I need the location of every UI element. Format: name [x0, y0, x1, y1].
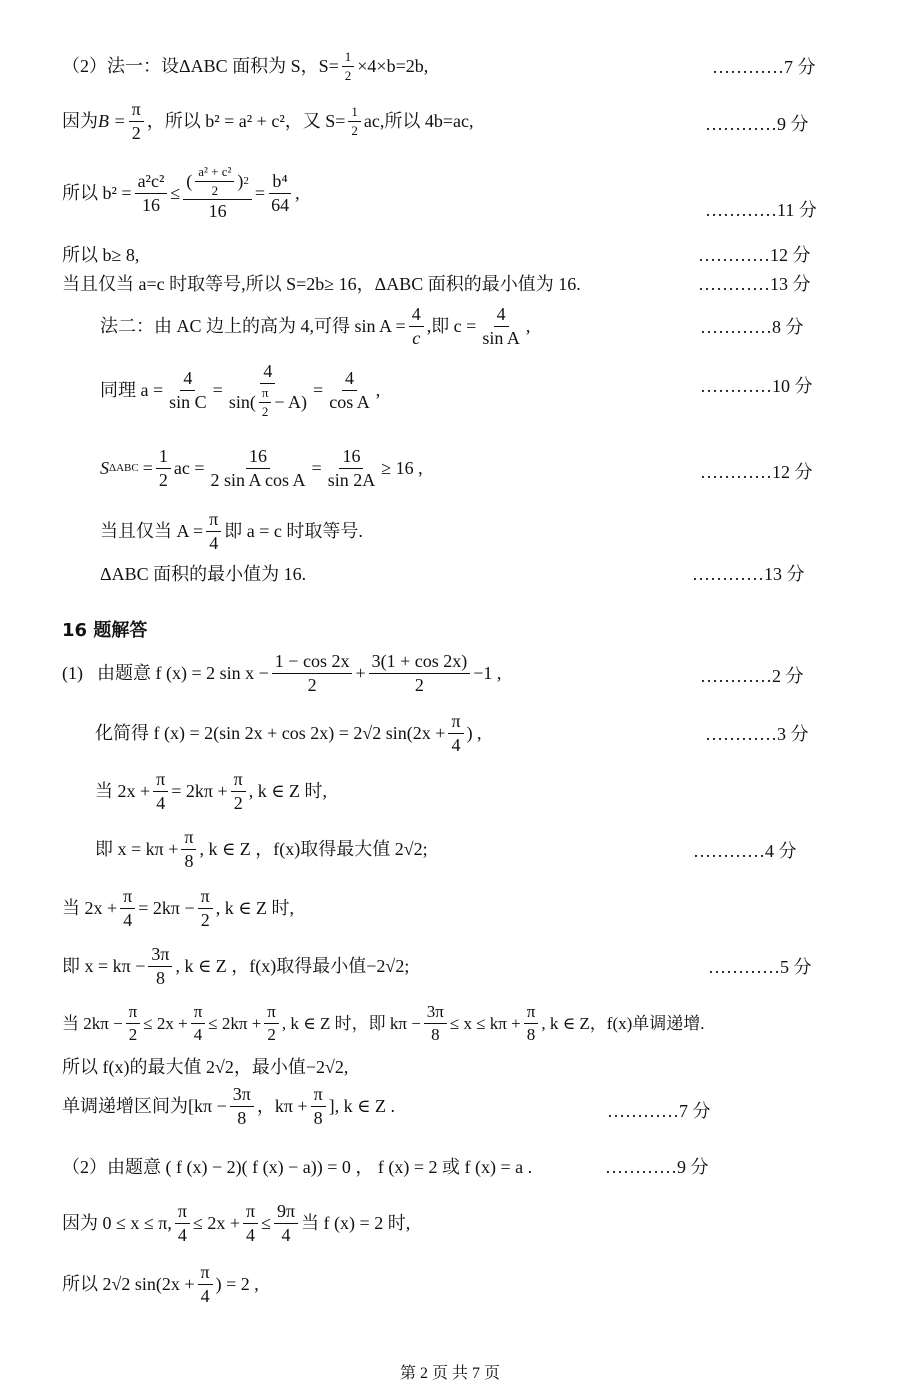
text: ≤ x ≤ kπ +	[449, 1013, 521, 1033]
den: 2	[131, 122, 141, 143]
text: , k ∈ Z 时,	[215, 898, 295, 919]
fraction-pi-8	[524, 1003, 539, 1044]
score-12: …………12 分	[698, 245, 811, 265]
line-b-ge-8: 所以 b≥ 8,	[62, 245, 140, 265]
num: π	[126, 1003, 141, 1024]
text: 单调递增区间为[kπ −	[62, 1096, 227, 1117]
den: c	[412, 327, 421, 348]
fraction-4-c	[409, 305, 424, 348]
num: 3π	[424, 1003, 447, 1024]
den: 2	[307, 674, 317, 695]
fraction-16-sin2A	[325, 447, 379, 490]
num: π	[175, 1202, 190, 1224]
den: 4	[200, 1285, 210, 1306]
line-increasing-interval	[62, 1085, 395, 1128]
num: 1	[342, 50, 355, 67]
fraction-3pi-8	[148, 945, 172, 988]
text: ≥ 16 ,	[381, 458, 423, 479]
num: 3π	[148, 945, 172, 967]
num: π	[206, 510, 221, 532]
num: π	[153, 770, 168, 792]
fraction-b4-64	[268, 172, 292, 215]
text: ,	[295, 183, 300, 204]
line-similarly-a	[100, 362, 380, 418]
fraction-4-sin-pi2-A	[226, 362, 310, 418]
fraction-pi-2	[129, 100, 144, 143]
text: ) = 2 ,	[215, 1274, 259, 1295]
score-13b: …………13 分	[692, 564, 805, 584]
score-5: …………5 分	[708, 957, 812, 977]
text: （2）法一：设ΔABC 面积为 S，S=	[62, 56, 339, 77]
den: 4	[209, 532, 219, 553]
var-B: B =	[98, 111, 126, 132]
text: 当 2x +	[62, 898, 118, 919]
num: 16	[339, 447, 363, 469]
line-when-min	[62, 887, 294, 930]
line-sin-eq-2	[62, 1263, 259, 1306]
den: 8	[313, 1107, 323, 1128]
num: π	[524, 1003, 539, 1024]
text: =	[142, 458, 153, 479]
fraction-nested	[183, 165, 252, 221]
line-increasing	[62, 1003, 705, 1044]
num: 16	[246, 447, 270, 469]
den: 8	[184, 850, 194, 871]
fraction-pi-4	[153, 770, 168, 813]
line-method1-area	[62, 50, 428, 82]
line-because-b-pi2	[62, 100, 474, 143]
fraction-pi-2	[231, 770, 246, 813]
den: 8	[155, 967, 165, 988]
fraction-half	[156, 447, 171, 490]
text: +	[355, 663, 366, 684]
fraction-16-2sinAcosA	[208, 447, 309, 490]
text: ，kπ +	[256, 1096, 308, 1117]
fraction-pi-2	[126, 1003, 141, 1044]
fraction-pi-4	[243, 1202, 258, 1245]
line-b-squared-inequality	[62, 165, 300, 221]
text: 因为 0 ≤ x ≤ π,	[62, 1213, 172, 1234]
num: π	[264, 1003, 279, 1024]
label: (1)	[62, 663, 83, 684]
line-area-formula	[100, 447, 423, 490]
score-9: …………9 分	[705, 114, 809, 134]
num: π	[243, 1202, 258, 1224]
fraction-pi-4	[191, 1003, 206, 1044]
text: = 2kπ −	[138, 898, 195, 919]
line-simplify	[95, 712, 482, 755]
text: ,	[525, 316, 531, 337]
den: 8	[431, 1024, 440, 1044]
text: 即 a = c 时取等号.	[224, 521, 363, 542]
text: 当 f (x) = 2 时,	[301, 1213, 411, 1234]
den: 2	[200, 909, 210, 930]
text: =	[254, 183, 266, 204]
fraction-pi-2	[264, 1003, 279, 1044]
text: 当 2x +	[95, 781, 151, 802]
num: 4	[260, 362, 275, 384]
num: 4	[180, 369, 195, 391]
text: ,	[375, 380, 381, 401]
score-9b: …………9 分	[605, 1157, 709, 1177]
line-16-1-fx	[62, 652, 501, 695]
fraction-pi-4	[120, 887, 135, 930]
num: a²c²	[135, 172, 168, 194]
fraction-pi-4	[448, 712, 463, 755]
fraction-half	[342, 50, 355, 82]
fraction-inner	[195, 165, 234, 197]
fraction-pi-2	[198, 887, 213, 930]
text: ], k ∈ Z .	[328, 1096, 395, 1117]
den: cos A	[329, 391, 370, 412]
text: , k ∈ Z 时，即 kπ −	[281, 1013, 421, 1033]
num: 4	[409, 305, 424, 327]
den: 8	[237, 1107, 247, 1128]
text: ≤ 2x +	[143, 1013, 188, 1033]
line-16-2: （2）由题意 ( f (x) − 2)( f (x) − a)) = 0 ， f (x) = 2 或 f (x) = a .	[62, 1157, 533, 1177]
text: − A)	[274, 391, 308, 412]
fraction-pi-8	[181, 828, 196, 871]
den: 4	[451, 734, 461, 755]
text: ≤	[261, 1213, 271, 1234]
den: 4	[193, 1024, 203, 1044]
den: 16	[141, 194, 160, 215]
den: 4	[177, 1224, 187, 1245]
score-2: …………2 分	[700, 666, 804, 686]
text: 化简得 f (x) = 2(sin 2x + cos 2x) = 2√2 sin(2x +	[95, 723, 446, 744]
text: =	[212, 380, 223, 401]
num: π	[311, 1085, 326, 1107]
den: 4	[246, 1224, 256, 1245]
num: 1 − cos 2x	[272, 652, 353, 674]
fraction-4-sinC	[166, 369, 210, 412]
score-7: …………7 分	[712, 57, 816, 77]
text: ac =	[173, 458, 205, 479]
text: S	[100, 458, 109, 479]
score-7b: …………7 分	[607, 1101, 711, 1121]
den: 2	[414, 674, 424, 695]
num: 4	[342, 369, 357, 391]
den	[226, 384, 310, 418]
score-11: …………11 分	[705, 200, 817, 220]
den: 2	[267, 1024, 276, 1044]
line-equality-A-pi4	[100, 510, 363, 553]
text: ≤	[170, 183, 181, 204]
fraction-pi-2	[259, 386, 272, 418]
fraction-half	[348, 105, 361, 137]
num: 3(1 + cos 2x)	[369, 652, 471, 674]
num: 9π	[274, 1202, 298, 1224]
num: π	[231, 770, 246, 792]
num: 4	[494, 305, 509, 327]
text: = 2kπ +	[171, 781, 228, 802]
text: sin(	[228, 391, 256, 412]
text: , k ∈ Z，f(x)单调递增.	[541, 1013, 705, 1033]
line-max-min-summary: 所以 f(x)的最大值 2√2，最小值−2√2,	[62, 1057, 349, 1077]
fraction-9pi-4	[274, 1202, 298, 1245]
den: 8	[526, 1024, 536, 1044]
text: =	[313, 380, 324, 401]
den: sin 2A	[327, 469, 376, 490]
fraction-1-cos2x-2	[272, 652, 353, 695]
fraction-pi-8	[311, 1085, 326, 1128]
den: 2	[158, 469, 168, 490]
num: π	[198, 887, 213, 909]
text: , k ∈ Z ，f(x)取得最小值−2√2;	[175, 956, 410, 977]
den: 2	[261, 403, 269, 419]
score-10: …………10 分	[700, 376, 813, 396]
text: ) ,	[466, 723, 482, 744]
text: 当且仅当 A =	[100, 521, 204, 542]
line-method2	[100, 305, 530, 348]
fraction-a2c2-16	[135, 172, 168, 215]
score-8: …………8 分	[700, 317, 804, 337]
text: ，所以 b² = a² + c²，又 S=	[146, 111, 346, 132]
num: b⁴	[269, 172, 290, 194]
text: 所以 b² =	[62, 183, 132, 204]
num: π	[259, 386, 272, 403]
section-heading-16: 16 题解答	[62, 620, 148, 641]
line-range-x	[62, 1202, 410, 1245]
score-12b: …………12 分	[700, 462, 813, 482]
text: , k ∈ Z ，f(x)取得最大值 2√2;	[199, 839, 428, 860]
text: 由题意 f (x) = 2 sin x −	[97, 663, 269, 684]
fraction-pi-4	[198, 1263, 213, 1306]
fraction-pi-4	[175, 1202, 190, 1245]
line-equality-min16: 当且仅当 a=c 时取等号,所以 S=2b≥ 16，ΔABC 面积的最小值为 16.	[62, 274, 581, 294]
den: sin C	[169, 391, 207, 412]
den: 2 sin A cos A	[210, 469, 306, 490]
den: 16	[208, 201, 227, 222]
text: 所以 2√2 sin(2x +	[62, 1274, 195, 1295]
fraction-4-sinA	[479, 305, 523, 348]
den: 2	[233, 792, 243, 813]
num: 3π	[230, 1085, 254, 1107]
num: π	[181, 828, 196, 850]
num: 1	[348, 105, 361, 122]
text: ×4×b=2b,	[357, 56, 429, 77]
text: 法二：由 AC 边上的高为 4,可得 sin A =	[100, 316, 406, 337]
score-4: …………4 分	[693, 841, 797, 861]
num: a² + c²	[195, 165, 234, 182]
text: =	[311, 458, 322, 479]
fraction-pi-4	[206, 510, 221, 553]
num: π	[191, 1003, 206, 1024]
den: 4	[281, 1224, 291, 1245]
num: π	[448, 712, 463, 734]
fraction-3pi-8	[230, 1085, 254, 1128]
line-when-max	[95, 770, 327, 813]
text: 当 2kπ −	[62, 1013, 123, 1033]
subscript: ΔABC	[109, 461, 139, 474]
text: ≤ 2x +	[192, 1213, 240, 1234]
den: 2	[351, 122, 358, 138]
den: 64	[271, 194, 290, 215]
num: ( $\frac{\text{a² + c²}}{2}$ ) 2	[183, 165, 252, 200]
text: ≤ 2kπ +	[208, 1013, 262, 1033]
num: π	[198, 1263, 213, 1285]
den: 2	[211, 182, 219, 198]
fraction-3pi-8	[424, 1003, 447, 1044]
text: −1 ,	[473, 663, 502, 684]
line-x-min	[62, 945, 409, 988]
den: 4	[156, 792, 166, 813]
num: π	[120, 887, 135, 909]
den: 2	[344, 67, 352, 83]
page-footer: 第 2 页 共 7 页	[399, 1365, 500, 1382]
text: 即 x = kπ +	[95, 839, 179, 860]
score-3: …………3 分	[705, 724, 809, 744]
den: 2	[128, 1024, 138, 1044]
text: ac,所以 4b=ac,	[363, 111, 474, 132]
text: ,即 c =	[426, 316, 477, 337]
den: sin A	[482, 327, 520, 348]
text: 因为	[62, 111, 98, 132]
score-13: …………13 分	[698, 274, 811, 294]
num: 1	[156, 447, 171, 469]
line-x-max	[95, 828, 428, 871]
fraction-3-1cos2x-2	[369, 652, 471, 695]
den: 4	[123, 909, 133, 930]
text: , k ∈ Z 时,	[248, 781, 328, 802]
text: 即 x = kπ −	[62, 956, 146, 977]
fraction-4-cosA	[326, 369, 373, 412]
text: 同理 a =	[100, 380, 164, 401]
line-min-area-16: ΔABC 面积的最小值为 16.	[100, 564, 307, 584]
num: π	[129, 100, 144, 122]
